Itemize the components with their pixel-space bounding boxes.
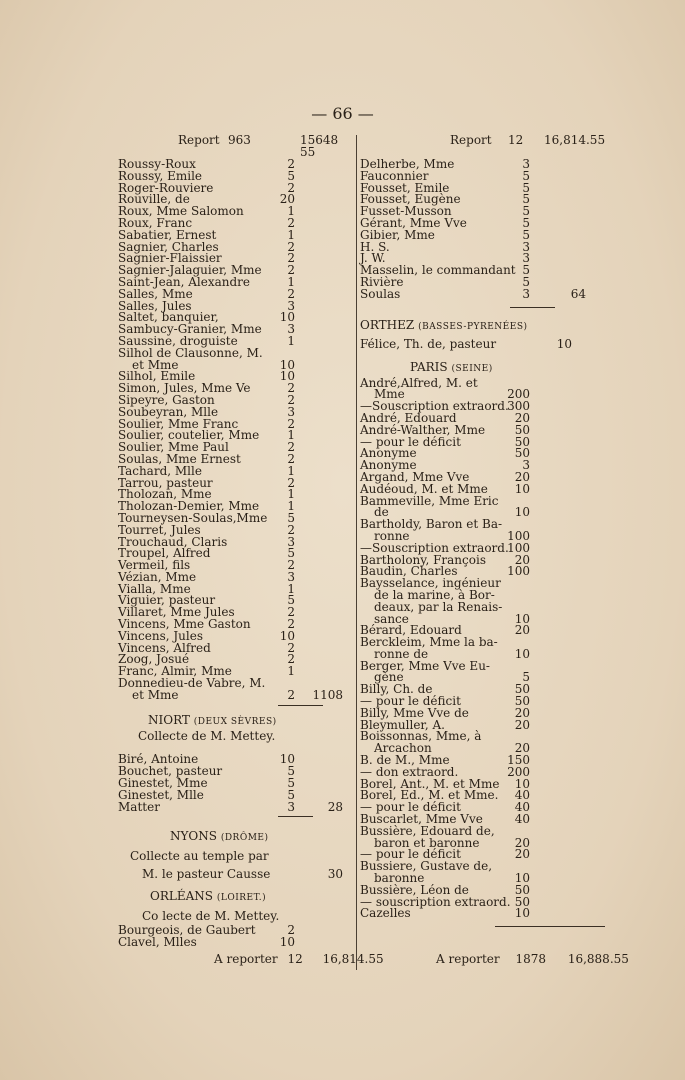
entry-amount: 40 (514, 812, 530, 827)
entry-name: Bartholony, François (360, 552, 486, 567)
entry-amount: 100 (507, 528, 530, 543)
entry-name: Baudin, Charles (360, 564, 458, 579)
entry-name: Bussière, Edouard de, (360, 823, 495, 838)
entry-name: Buscarlet, Mme Vve (360, 812, 483, 827)
entry-name: Sipeyre, Gaston (118, 392, 215, 407)
left-footer (214, 952, 384, 966)
paris-title: PARIS (410, 359, 448, 374)
entry-amount: 20 (514, 469, 530, 484)
entry-name: Tachard, Mlle (118, 463, 202, 478)
entry-name: Anonyme (360, 446, 417, 461)
entry-amount: 2 (287, 558, 295, 573)
entry-name: H. S. (360, 239, 390, 254)
entry-amount: 20 (514, 835, 530, 850)
entry-amount: 2 (287, 381, 295, 396)
niort-rule (278, 816, 313, 817)
entry-amount: 20 (514, 741, 530, 756)
entry-amount: 1 (287, 487, 295, 502)
entry-name: Roussy, Emile (118, 168, 203, 183)
nyons-line1 (118, 847, 353, 865)
entry-name: Vincens, Mme Gaston (118, 617, 251, 632)
entry-name: Delherbe, Mme (360, 157, 455, 171)
entry-name: Ginestet, Mlle (118, 787, 204, 802)
entry-name: Vermeil, fils (118, 558, 191, 573)
entry-name: Vincens, Alfred (118, 640, 211, 655)
entry-name: —Souscription extraord. (360, 399, 509, 414)
entry-name: Vialla, Mme (118, 581, 191, 596)
entry-amount: 1 (287, 581, 295, 596)
entry-amount: 2 (287, 475, 295, 490)
list-item (118, 937, 353, 949)
entry-amount: 5 (522, 227, 530, 242)
entry-amount: 10 (279, 628, 295, 643)
paris-entry-list (360, 375, 622, 921)
entry-amount: 100 (507, 540, 530, 555)
entry-name: Fousset, Emile (360, 180, 450, 195)
entry-name: — don extraord. (360, 764, 459, 779)
entry-name: Soulier, Mme Franc (118, 416, 239, 431)
entry-name: deaux, par la Renais- (374, 599, 503, 614)
entry-amount: 50 (514, 882, 530, 897)
list-item (118, 799, 353, 814)
entry-amount: 10 (514, 611, 530, 626)
entry-name: Viguier, pasteur (118, 593, 216, 608)
entry-amount: 2 (287, 440, 295, 455)
entry-name: Biré, Antoine (118, 752, 199, 767)
entry-name: Bammeville, Mme Eric (360, 493, 499, 508)
entry-name: Bérard, Edouard (360, 623, 462, 638)
page-number: — 66 — (311, 104, 374, 123)
entry-amount: 2 (287, 923, 295, 938)
list-item (360, 908, 622, 920)
entry-amount: 1 (287, 428, 295, 443)
entry-name: Bleymuller, A. (360, 717, 445, 732)
entry-name: André,Alfred, M. et (360, 375, 478, 390)
entry-name: Bourgeois, de Gaubert (118, 923, 256, 938)
entry-amount: 50 (514, 434, 530, 449)
nyons-region: (DRÔME) (220, 833, 269, 844)
entry-amount: 5 (287, 787, 295, 802)
entry-amount: 2 (287, 215, 295, 230)
entry-amount: 1 (287, 463, 295, 478)
entry-amount: 2 (287, 605, 295, 620)
subtotal-value: 64 (570, 286, 586, 301)
list-item (360, 493, 622, 508)
nyons-line1-text: Collecte au temple par (130, 849, 269, 864)
entry-amount: 1 (287, 227, 295, 242)
entry-name: Ginestet, Mme (118, 776, 208, 791)
entry-name: Bussière, Léon de (360, 882, 469, 897)
list-item (360, 227, 622, 242)
entry-amount: 10 (514, 481, 530, 496)
entry-name: Rivière (360, 274, 404, 289)
entry-amount: 5 (287, 776, 295, 791)
nyons-heading (118, 825, 353, 847)
entry-amount: 20 (514, 847, 530, 862)
entry-amount: 20 (514, 623, 530, 638)
entry-name: André-Walther, Mme (360, 422, 486, 437)
entry-amount: 5 (522, 263, 530, 278)
entry-name: André, Edouard (360, 410, 457, 425)
entry-amount: 5 (522, 168, 530, 183)
nyons-line2-text: M. le pasteur Causse (142, 867, 271, 882)
entry-name: Cazelles (360, 906, 411, 921)
subtotal-value: 1108 (312, 687, 343, 702)
entry-amount: 3 (522, 239, 530, 254)
entry-name: Tholozan, Mme (118, 487, 212, 502)
left-entry-list (118, 159, 353, 702)
entry-amount: 1 (287, 499, 295, 514)
left-column (118, 133, 353, 949)
entry-amount: 2 (287, 640, 295, 655)
niort-note (118, 728, 353, 743)
entry-name: Fauconnier (360, 168, 429, 183)
entry-amount: 10 (514, 871, 530, 886)
entry-name: Silhol, Emile (118, 369, 196, 384)
entry-name: ronne (374, 528, 410, 543)
entry-amount: 50 (514, 446, 530, 461)
entry-name: Soulas, Mme Ernest (118, 451, 241, 466)
footer-label: A reporter (214, 952, 278, 966)
entry-amount: 3 (522, 458, 530, 473)
entry-name: Argand, Mme Vve (360, 469, 470, 484)
footer-total: 16,888.55 (567, 952, 629, 966)
report-total: 16,814.55 (544, 133, 606, 147)
entry-amount: 3 (522, 251, 530, 266)
entry-name: Salles, Mme (118, 286, 193, 301)
entry-amount: 50 (514, 694, 530, 709)
entry-amount: 20 (514, 717, 530, 732)
entry-name: baron et baronne (374, 835, 480, 850)
entry-name: Franc, Almir, Mme (118, 664, 232, 679)
entry-name: Masselin, le commandant (360, 263, 516, 278)
entry-amount: 2 (287, 239, 295, 254)
entry-name: B. de M., Mme (360, 753, 450, 768)
entry-name: gène (374, 670, 404, 685)
entry-amount: 2 (287, 522, 295, 537)
entry-name: Saussine, droguiste (118, 333, 238, 348)
entry-amount: 3 (522, 286, 530, 301)
entry-amount: 5 (287, 546, 295, 561)
entry-amount: 5 (522, 180, 530, 195)
right-entry-list (360, 159, 622, 301)
entry-name: Billy, Ch. de (360, 682, 433, 697)
entry-name: Roussy-Roux (118, 157, 196, 171)
entry-amount: 10 (514, 646, 530, 661)
entry-amount: 50 (514, 894, 530, 909)
entry-name: Saint-Jean, Alexandre (118, 274, 251, 289)
report-count: 12 (508, 133, 524, 147)
orthez-entry (360, 336, 622, 352)
niort-entry-list (118, 754, 353, 813)
entry-name: sance (374, 611, 409, 626)
right-report-line (360, 133, 622, 159)
entry-amount: 2 (287, 286, 295, 301)
report-label: Report (178, 133, 220, 147)
niort-title: NIORT (148, 712, 190, 727)
entry-name: Sagnier-Flaissier (118, 251, 222, 266)
entry-amount: 1 (287, 664, 295, 679)
orthez-entry-value: 10 (556, 336, 572, 351)
entry-name: Tarrou, pasteur (118, 475, 213, 490)
entry-amount: 2 (287, 416, 295, 431)
entry-name: Silhol de Clausonne, M. (118, 345, 263, 360)
entry-amount: 1 (287, 274, 295, 289)
entry-amount: 1 (287, 204, 295, 219)
footer-total: 16,814.55 (322, 952, 384, 966)
orleans-note-text: Co lecte de M. Mettey. (142, 909, 280, 924)
footer-label: A reporter (436, 952, 500, 966)
entry-name: — pour le déficit (360, 800, 461, 815)
entry-name: Tourneysen-Soulas,Mme (118, 510, 268, 525)
entry-amount: 10 (279, 310, 295, 325)
entry-name: J. W. (360, 251, 386, 266)
entry-name: Bussiere, Gustave de, (360, 859, 493, 874)
footer-count: 12 (287, 952, 303, 966)
niort-note-text: Collecte de M. Mettey. (138, 728, 276, 743)
entry-name: Simon, Jules, Mme Ve (118, 381, 251, 396)
entry-name: — pour le déficit (360, 434, 461, 449)
entry-amount: 2 (287, 392, 295, 407)
orleans-title: ORLÉANS (150, 889, 213, 904)
entry-amount: 2 (287, 617, 295, 632)
niort-heading (118, 709, 353, 731)
entry-amount: 5 (522, 274, 530, 289)
entry-name: Matter (118, 799, 160, 814)
entry-name: — souscription extraord. (360, 894, 511, 909)
entry-amount: 10 (514, 776, 530, 791)
entry-amount: 2 (287, 157, 295, 171)
entry-name: Roux, Mme Salomon (118, 204, 244, 219)
entry-amount: 100 (507, 564, 530, 579)
orleans-entry-list (118, 925, 353, 949)
entry-amount: 3 (287, 799, 295, 814)
entry-amount: 3 (287, 404, 295, 419)
entry-amount: 5 (522, 204, 530, 219)
report-count: 963 (228, 133, 251, 147)
entry-name: Baysselance, ingénieur (360, 576, 501, 591)
entry-name: Borel, Ant., M. et Mme (360, 776, 500, 791)
report-label: Report (450, 133, 492, 147)
entry-amount: 10 (279, 369, 295, 384)
entry-amount: 20 (514, 410, 530, 425)
orthez-region: (BASSES-PYRENÉES) (418, 321, 528, 332)
entry-name: Zoog, Josué (118, 652, 190, 667)
entry-amount: 40 (514, 800, 530, 815)
entry-amount: 5 (522, 215, 530, 230)
entry-name: Tholozan-Demier, Mme (118, 499, 260, 514)
orleans-region: (LOIRET.) (216, 893, 267, 904)
entry-name: Salles, Jules (118, 298, 192, 313)
entry-amount: 5 (287, 510, 295, 525)
entry-amount: 2 (287, 652, 295, 667)
entry-name: Billy, Mme Vve de (360, 705, 469, 720)
entry-name: — pour le déficit (360, 847, 461, 862)
entry-name: et Mme (132, 357, 179, 372)
list-item (360, 286, 622, 301)
entry-name: Borel, Ed., M. et Mme. (360, 788, 499, 803)
entry-amount: 3 (287, 569, 295, 584)
entry-name: Boissonnas, Mme, à (360, 729, 482, 744)
entry-name: baronne (374, 871, 425, 886)
orthez-heading (360, 314, 622, 336)
entry-amount: 5 (287, 764, 295, 779)
nyons-title: NYONS (170, 829, 217, 844)
entry-amount: 20 (514, 552, 530, 567)
paris-heading (360, 356, 622, 378)
orthez-title: ORTHEZ (360, 317, 415, 332)
right-subtotal-rule (510, 307, 555, 308)
entry-name: — pour le déficit (360, 694, 461, 709)
entry-name: Troupel, Alfred (118, 546, 211, 561)
entry-name: Tourret, Jules (118, 522, 201, 537)
entry-name: Soulas (360, 286, 401, 301)
entry-name: Vincens, Jules (118, 628, 203, 643)
entry-amount: 300 (507, 399, 530, 414)
entry-name: Vézian, Mme (118, 569, 197, 584)
entry-name: Villaret, Mme Jules (118, 605, 235, 620)
entry-name: Soulier, coutelier, Mme (118, 428, 260, 443)
entry-amount: 3 (287, 322, 295, 337)
entry-name: Sambucy-Granier, Mme (118, 322, 262, 337)
entry-amount: 10 (279, 935, 295, 950)
entry-name: Sagnier-Jalaguier, Mme (118, 263, 262, 278)
entry-amount: 2 (287, 251, 295, 266)
entry-name: de (374, 505, 389, 520)
entry-name: Arcachon (374, 741, 432, 756)
paris-region: (SEINE) (451, 363, 493, 374)
right-footer (436, 952, 629, 966)
entry-amount: 200 (507, 387, 530, 402)
right-column (360, 133, 622, 930)
entry-name: Soubeyran, Mlle (118, 404, 219, 419)
left-report-line (118, 133, 353, 159)
entry-name: et Mme (132, 687, 179, 702)
entry-name: —Souscription extraord. (360, 540, 509, 555)
entry-amount: 150 (507, 753, 530, 768)
entry-name: Roux, Franc (118, 215, 193, 230)
entry-name: Bouchet, pasteur (118, 764, 223, 779)
entry-amount: 2 (287, 180, 295, 195)
entry-name: Sabatier, Ernest (118, 227, 217, 242)
entry-amount: 5 (287, 168, 295, 183)
paris-rule (495, 926, 605, 927)
entry-name: Rouville, de (118, 192, 190, 207)
entry-name: Anonyme (360, 458, 417, 473)
entry-amount: 5 (522, 670, 530, 685)
entry-name: Mme (374, 387, 405, 402)
entry-amount: 40 (514, 788, 530, 803)
entry-name: ronne de (374, 646, 429, 661)
entry-name: Gibier, Mme (360, 227, 435, 242)
entry-name: Bartholdy, Baron et Ba- (360, 517, 503, 532)
subtotal-value: 28 (327, 799, 343, 814)
list-item (118, 687, 353, 702)
entry-amount: 2 (287, 451, 295, 466)
entry-name: Gérant, Mme Vve (360, 215, 467, 230)
entry-amount: 20 (514, 705, 530, 720)
orleans-heading (118, 885, 353, 907)
entry-amount: 5 (522, 192, 530, 207)
entry-name: Roger-Rouviere (118, 180, 214, 195)
entry-amount: 20 (279, 192, 295, 207)
entry-name: Soulier, Mme Paul (118, 440, 229, 455)
column-divider (356, 135, 357, 970)
nyons-line2 (118, 865, 353, 883)
entry-amount: 50 (514, 682, 530, 697)
nyons-total: 30 (327, 867, 343, 882)
entry-amount: 200 (507, 764, 530, 779)
entry-name: de la marine, à Bor- (374, 587, 495, 602)
entry-name: Berger, Mme Vve Eu- (360, 658, 490, 673)
report-total: 15648 55 (300, 133, 339, 159)
entry-amount: 10 (279, 357, 295, 372)
entry-name: Sagnier, Charles (118, 239, 219, 254)
entry-name: Donnedieu-de Vabre, M. (118, 676, 266, 691)
entry-name: Saltet, banquier, (118, 310, 219, 325)
niort-region: (DEUX SÈVRES) (193, 716, 277, 727)
entry-amount: 2 (287, 687, 295, 702)
entry-name: Fusset-Musson (360, 204, 452, 219)
entry-name: Clavel, Mlles (118, 935, 197, 950)
footer-count: 1878 (515, 952, 546, 966)
entry-name: Trouchaud, Claris (118, 534, 228, 549)
entry-name: Fousset, Eugène (360, 192, 461, 207)
orthez-entry-name: Félice, Th. de, pasteur (360, 336, 497, 351)
entry-amount: 3 (287, 298, 295, 313)
list-item (360, 239, 622, 254)
entry-amount: 3 (522, 157, 530, 171)
entry-amount: 50 (514, 422, 530, 437)
entry-amount: 3 (287, 534, 295, 549)
entry-name: Audéoud, M. et Mme (360, 481, 488, 496)
subtotal-rule (278, 705, 323, 706)
entry-amount: 1 (287, 333, 295, 348)
entry-name: Berckleim, Mme la ba- (360, 635, 498, 650)
entry-amount: 10 (514, 906, 530, 921)
entry-amount: 2 (287, 263, 295, 278)
entry-amount: 10 (514, 505, 530, 520)
entry-amount: 5 (287, 593, 295, 608)
entry-amount: 10 (279, 752, 295, 767)
